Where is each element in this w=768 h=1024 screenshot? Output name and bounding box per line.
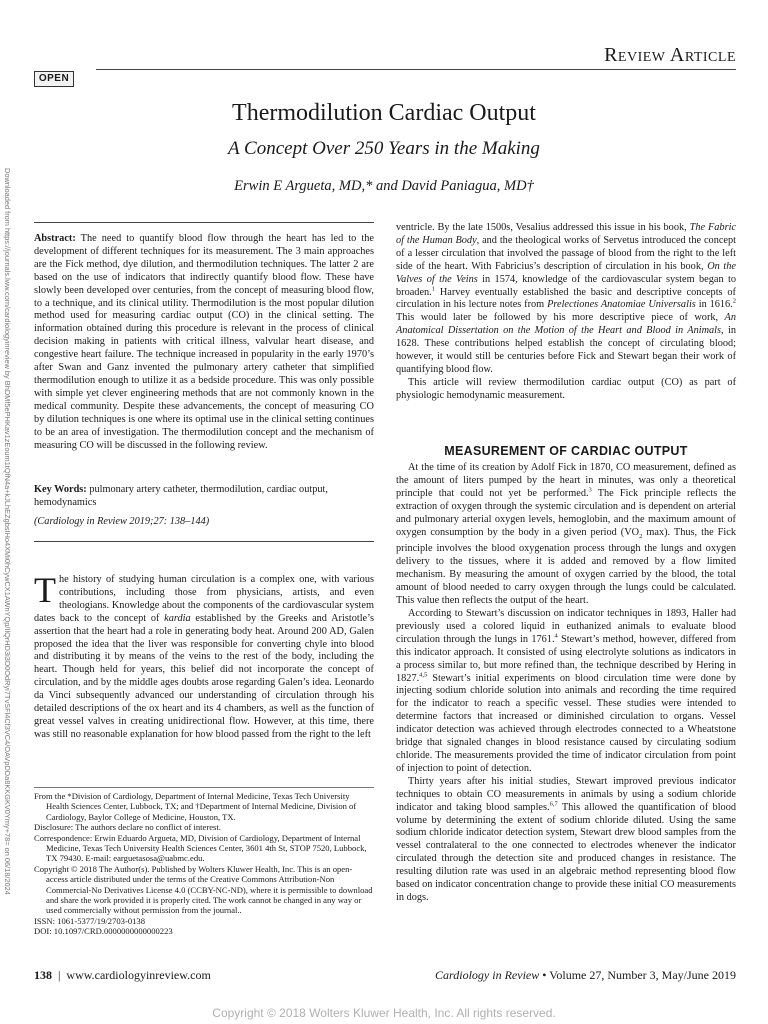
abstract-text: The need to quantify blood flow through the heart has led to the development of different techniques for its measurement. The 3 main approaches are the Fick method, dye dilution, and thermodilution techniques. The latter 2 are based on the use of indicators that indirectly quantify blood flow. These have slowly been developed over centuries, from the concept of measuring blood flow, to a technique, and its clinical utility. Thermodilution is the most popular dilution method used for measuring cardiac output (CO) in the clinical setting. The information obtained during this procedure is relevant in the process of clinical decision making in patients with critical illness, valvular heart disease, and congestive heart failure. The technique increased in popularity in the early 1970’s after Swan and Ganz invented the pulmonary artery catheter that simplified thermodilution enough to utilize it as a bedside procedure. This was only possible with simple yet clever engineering methods that are not commonly known in the medical community. Despite these advancements, the concept of measuring CO by dilution techniques is one where its optimal use in the clinical setting continues to be an area of investigation. The thermodilution concept and the mechanism of measuring CO will be discussed in the following review. [34,233,375,451]
keywords [34,484,374,510]
article-title: Thermodilution Cardiac Output [232,100,536,126]
header-rule [96,69,736,70]
journal-name: Cardiology in Review [435,968,540,982]
footer-separator: | [58,968,61,982]
article-subtitle: A Concept Over 250 Years in the Making [228,138,540,159]
correspondence-note: Correspondence: Erwin Eduardo Argueta, MD, Division of Cardiology, Department of Internal Medicine, Texas Tech University Health Sciences Center, 3601 4th St, STOP 7520, Lubbock, TX 79430. E-mail: earguetasosa@uabmc.edu. [34,832,367,864]
footnote-rule [34,787,374,788]
bottom-copyright: Copyright © 2018 Wolters Kluwer Health, Inc. All rights reserved. [212,1006,556,1020]
affiliation-note: From the *Division of Cardiology, Department of Internal Medicine, Texas Tech University Health Sciences Center, Lubbock, TX; and †Department of Internal Medicine, Division of Cardiology, Baylor College of Medicine, Houston, TX. [34,791,357,822]
footer-left [34,968,211,983]
journal-website-link[interactable]: www.cardiologyinreview.com [66,968,211,982]
download-watermark: Downloaded from https://journals.lww.com/cardiologyinreview by BhDMf5ePHKav1zEoum1tQfN4a+kJLhEZgbsIHo4XMi0hCywCX1AWnYQp/IlQrHD3i3D0OdRyi7TvSFl4Cf3VC4/OAVpDDa8KKGKV0Ymy+78= on 06/18/2024 [3,168,12,895]
article-authors: Erwin E Argueta, MD,* and David Paniagua, MD† [234,178,534,194]
right-column-text: ventricle. By the late 1500s, Vesalius addressed this issue in his book, The Fabric of the Human Body, and the theological works of Servetus introduced the concept of a lesser circulation that involved the passage of blood from the right to the left side of the heart. With Fabricius’s description of circulation in his book, On the Valves of the Veins in 1574, knowledge of the cardiovascular system began to broaden.$^1$ Harvey eventually established the basic and descriptive concepts of circulation in his lecture notes from Prelectiones Anatomiae Universalis in 1616.$^2$ This would later be followed by his more descriptive piece of work, An Anatomical Dissertation on the Motion of the Heart and Blood in Animals, in 1628. These contributions helped establish the concept of circulating blood; however, it would still be centuries before Fick and Stewart began their work of quantifying blood flow. This article will review thermodilution cardiac output (CO) as part of physiologic hemodynamic measurement. [396,222,737,401]
footer-bullet: • [542,968,547,982]
issn: ISSN: 1061-5377/19/2703-0138 [34,915,146,926]
page-number: 138 [34,968,52,982]
issue-info: Volume 27, Number 3, May/June 2019 [549,968,736,982]
measurement-section-text: At the time of its creation by Adolf Fick in 1870, CO measurement, defined as the amount of liters pumped by the heart in minutes, was only a theoretical principle that could not yet be performed.$^3$ The Fick principle reflects the extraction of oxygen through the systemic circulation and is dependent on arterial and pulmonary arterial oxygen levels, hemoglobin, and the maximum amount of oxygen consumption by the body in a given period ($VO_2$ max). Thus, the Fick principle involves the blood oxygenation process through the lungs and oxygen delivery to the tissues, where it is added and removed by a flow limited mechanism. By measuring the amount of oxygen carried by the blood, the total amount of blood needed to carry oxygen through the lungs could be calculated. This value then reflects the output of the heart. According to Stewart’s discussion on indicator techniques in 1893, Haller had previously used a colored liquid in euthanized animals to evaluate blood circulation through the lungs in 1761.$^4$ Stewart’s method, however, differed from this indicator approach. It consisted of using electrolyte solutions as indicators in a process similar to, but more refined than, the technique described by Hering in 1827.$^{4,5}$ Stewart’s initial experiments on blood circulation time were done by injecting sodium chloride solution into animals and recording the time required for the indicator to reach a specific vessel. These studies were intended to determine factors that increased or diminished circulation to organs. Vessel indicator detection was achieved through electrodes connected to a Wheatstone bridge that signaled changes in blood resistance caused by circulating sodium chloride. The measurements provided the time of indicator circulation from point of injection to point of detection. Thirty years after his initial studies, Stewart improved previous indicator techniques to obtain CO measurements in animals by using a sodium chloride indicator and taking blood samples.$^{6,7}$ This allowed the quantification of blood volume by determining the extent of sodium chloride diluted. Using the same sodium chloride indicator detection system, Stewart drew blood samples from the vessel contralateral to the one connected to electrodes whenever the indicator circulated through the detection site and produced changes in resistance. The resulting dilution rate was used in an algebraic method representing blood flow based on indicator concentration change to provide these initial CO measurements in dogs. [396,462,736,903]
drop-cap: T [34,570,56,610]
citation: (Cardiology in Review 2019;27: 138–144) [34,516,210,527]
open-access-badge: OPEN [34,71,74,87]
abstract-top-rule [34,222,374,223]
keywords-text: pulmonary artery catheter, thermodilution, cardiac output, hemodynamics [34,484,328,508]
footnotes [34,791,374,937]
doi: DOI: 10.1097/CRD.0000000000000223 [34,926,173,937]
copyright-note: Copyright © 2018 The Author(s). Published by Wolters Kluwer Health, Inc. This is an open-access article distributed under the terms of the Creative Commons Attribution-Non Commercial-No Derivatives License 4.0 (CCBY-NC-ND), where it is permissible to download and share the work provided it is properly cited. The work cannot be changed in any way or used commercially without permission from the journal.. [34,863,373,916]
keywords-label: Key Words: [34,484,87,495]
section-heading: MEASUREMENT OF CARDIAC OUTPUT [444,444,688,458]
footer-right [435,968,736,983]
abstract-label: Abstract: [34,233,76,244]
intro-text: The history of studying human circulation is a complex one, with various contributions, including those from physicians, artists, and even theologians. Knowledge about the components of the cardiovascular system dates back to the concept of kardia established by the Greeks and Aristotle’s assertion that the heart had a role in generating body heat. Around 200 AD, Galen proposed the idea that the liver was responsible for converting chyle into blood and distributing it by means of the veins to the rest of the body, including the heart. Though held for years, this belief did not incorporate the concept of circulation, and by the middle ages doubts arose regarding Galen’s idea. Leonardo da Vinci subsequently advanced our understanding of circulation through his detailed descriptions of the ox heart and its 4 chambers, as well as the function of great vessel valves in creating unidirectional flow. However, at this time, there was still no reasonable explanation for how blood passed from the right to the left [34,570,374,740]
disclosure-note: Disclosure: The authors declare no conflict of interest. [34,822,221,833]
section-label: Review Article [604,44,736,66]
abstract [34,233,374,452]
abstract-bottom-rule [34,541,374,542]
